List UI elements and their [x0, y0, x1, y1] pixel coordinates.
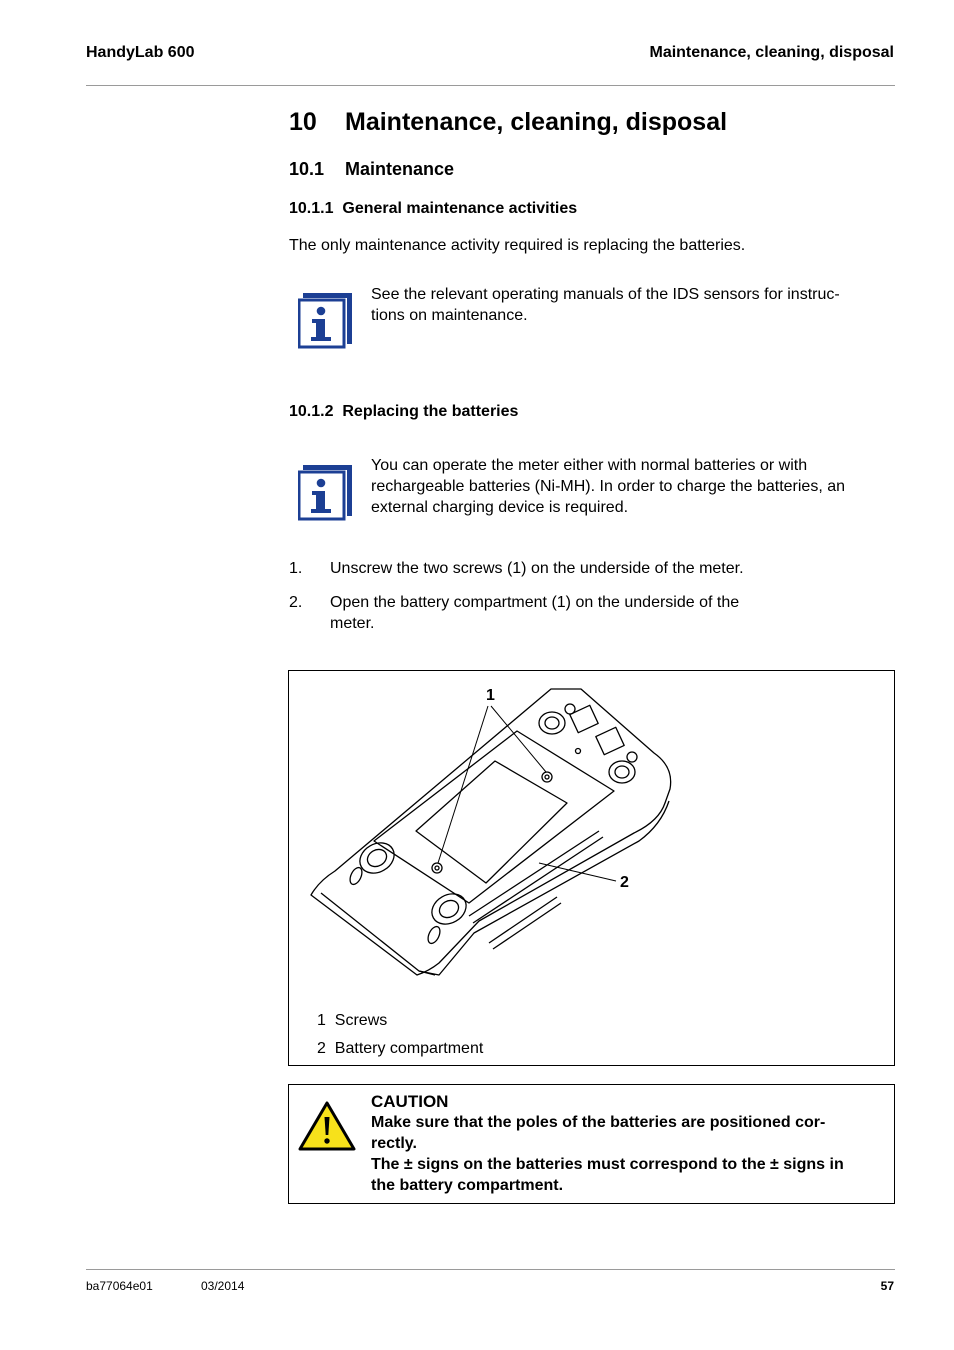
caution-line: Make sure that the poles of the batteries are positioned cor- — [371, 1114, 826, 1131]
callout-label-2: 2 — [620, 874, 629, 891]
subsection-2-title: Replacing the batteries — [342, 403, 519, 420]
step-text: Unscrew the two screws (1) on the underside of the meter. — [330, 560, 744, 577]
figure-box — [288, 670, 895, 1066]
info-note-2-line: rechargeable batteries (Ni-MH). In order to charge the batteries, an — [371, 478, 846, 495]
info-note-2-line: You can operate the meter either with normal batteries or with — [371, 457, 808, 474]
info-icon — [298, 465, 352, 521]
info-note-2-line: external charging device is required. — [371, 499, 629, 516]
step-number: 1. — [289, 560, 303, 577]
front-key — [426, 888, 471, 930]
step-text-line: meter. — [330, 615, 375, 632]
meter-side-edge — [321, 801, 669, 975]
front-key — [354, 837, 399, 879]
step-text-line: Open the battery compartment (1) on the underside of the — [330, 594, 740, 611]
legend-item — [317, 1010, 387, 1031]
legend-number: 2 — [317, 1040, 326, 1057]
usb-port — [596, 727, 624, 754]
legend-number: 1 — [317, 1012, 326, 1029]
info-icon — [298, 293, 352, 349]
meter-illustration — [289, 671, 894, 1065]
caution-line: rectly. — [371, 1135, 417, 1152]
header-rule — [86, 85, 895, 86]
step-text — [330, 592, 739, 634]
footer-date: 03/2014 — [201, 1279, 245, 1293]
screw — [542, 772, 552, 782]
footer-page-number: 57 — [880, 1279, 894, 1293]
footer-rule — [86, 1269, 895, 1270]
callout-label-1: 1 — [486, 687, 495, 704]
header-chapter: Maintenance, cleaning, disposal — [649, 44, 894, 61]
usb-port — [570, 705, 598, 732]
callout-leader — [438, 706, 488, 863]
subsection-1-heading — [289, 200, 577, 218]
info-note-1-line: See the relevant operating manuals of the IDS sensors for instruc- — [371, 286, 840, 303]
info-note-1 — [371, 284, 840, 326]
info-note-1-line: tions on maintenance. — [371, 307, 528, 324]
subsection-2-heading — [289, 403, 518, 421]
caution-title: CAUTION — [371, 1092, 449, 1111]
chapter-number: 10 — [289, 108, 317, 136]
step-number: 2. — [289, 594, 303, 611]
subsection-1-text: The only maintenance activity required is replacing the batteries. — [289, 237, 746, 254]
legend-label: Battery compartment — [334, 1040, 484, 1057]
section-number: 10.1 — [289, 159, 325, 179]
subsection-2-number: 10.1.2 — [289, 403, 334, 420]
meter-face-panel — [374, 731, 614, 903]
legend-label: Screws — [334, 1012, 388, 1029]
caution-text — [371, 1091, 844, 1196]
caution-line: the battery compartment. — [371, 1177, 564, 1194]
warning-icon — [297, 1100, 357, 1152]
connector-socket — [539, 712, 565, 734]
subsection-1-title: General maintenance activities — [342, 200, 578, 217]
chapter-title: Maintenance, cleaning, disposal — [345, 108, 728, 136]
info-note-2 — [371, 455, 845, 518]
header-product: HandyLab 600 — [86, 44, 195, 61]
subsection-1-number: 10.1.1 — [289, 200, 334, 217]
meter-outline — [311, 689, 671, 975]
caution-box — [288, 1084, 895, 1204]
legend-item — [317, 1038, 483, 1059]
screw — [432, 863, 442, 873]
caution-line: The ± signs on the batteries must correspond to the ± signs in — [371, 1156, 844, 1173]
section-title: Maintenance — [345, 159, 455, 179]
footer-doc-id: ba77064e01 — [86, 1279, 153, 1293]
connector-socket — [609, 761, 635, 783]
